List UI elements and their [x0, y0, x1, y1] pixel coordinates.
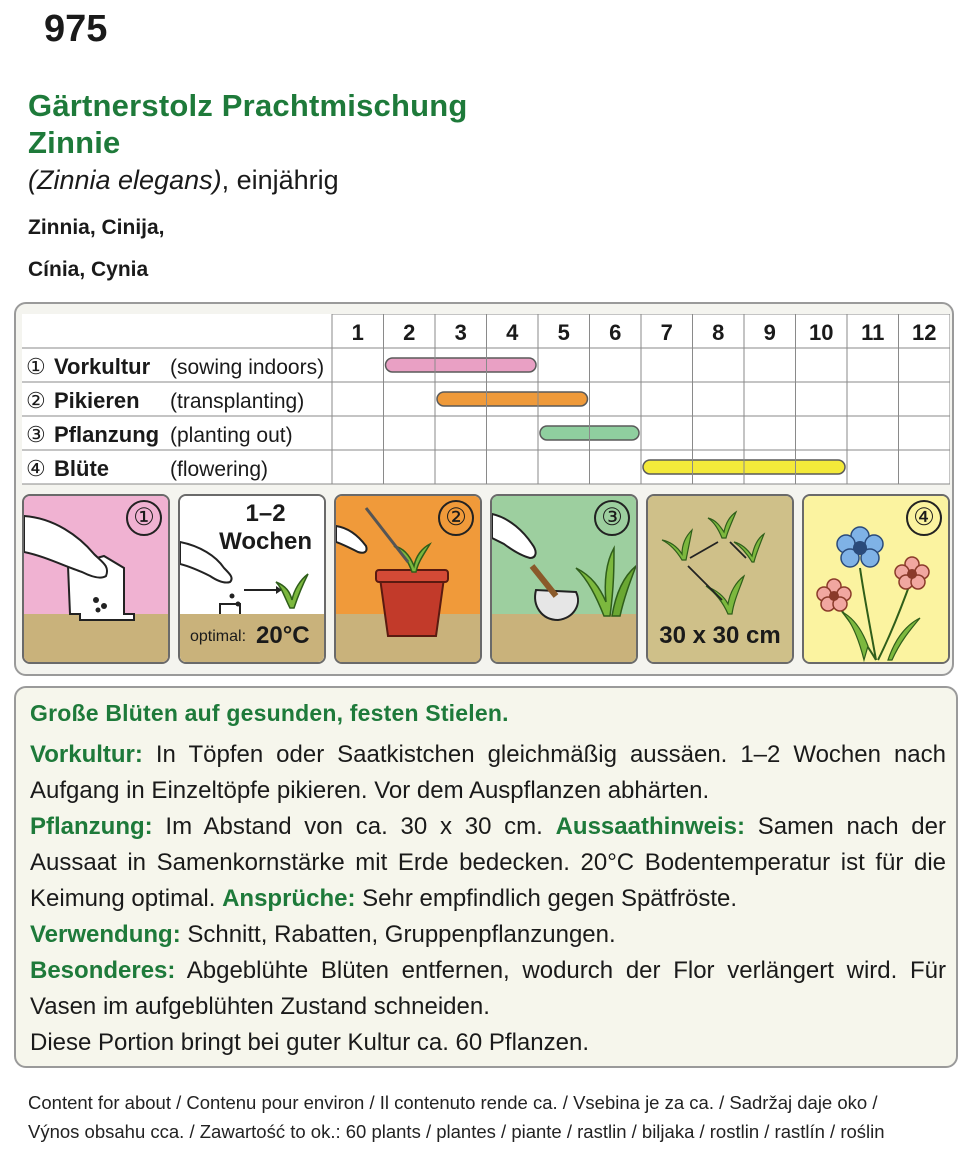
panel-3-number: ③ — [594, 500, 630, 536]
portion-text: Diese Portion bringt bei guter Kultur ca. 60 Pflanzen. — [30, 1029, 589, 1056]
month-label: 4 — [506, 320, 519, 345]
weeks-value: 1–2 — [245, 500, 286, 527]
month-label: 9 — [763, 320, 776, 345]
stage-translation: (sowing indoors) — [170, 356, 325, 379]
common-names-2: Cínia, Cynia — [28, 258, 149, 281]
month-label: 12 — [912, 320, 937, 345]
stage-label: Pflanzung — [54, 422, 160, 447]
verwendung-text: Schnitt, Rabatten, Gruppenpflanzungen. — [180, 921, 616, 948]
panel-4-number: ④ — [906, 500, 942, 536]
portion-yield — [30, 1025, 946, 1061]
plant-spacing: 30 x 30 cm — [659, 622, 781, 649]
month-label: 2 — [403, 320, 416, 345]
panel-2-number: ② — [438, 500, 474, 536]
stage-number: ① — [26, 354, 46, 379]
ansprueche-label: Ansprüche: — [222, 885, 356, 912]
stage-label: Pikieren — [54, 388, 140, 413]
besonderes-label: Besonderes: — [30, 957, 176, 984]
month-label: 11 — [861, 320, 885, 345]
stage-label: Blüte — [54, 456, 109, 481]
panel-transplanting — [334, 494, 482, 664]
aussaat-label: Aussaathinweis: — [555, 813, 745, 840]
panel-sowing-indoors — [22, 494, 170, 664]
optimal-temperature: 20°C — [256, 622, 310, 649]
stage-translation: (planting out) — [170, 424, 293, 447]
sowing-calendar — [22, 314, 950, 486]
month-label: 3 — [454, 320, 467, 345]
month-label: 5 — [557, 320, 570, 345]
panel-flowering — [802, 494, 950, 664]
calendar-grid — [22, 314, 950, 486]
vorkultur-text: In Töpfen oder Saatkistchen gleichmäßig aussäen. 1–2 Wochen nach Aufgang in Einzeltöpfe pikieren. Vor dem Auspflanzen abhärten. — [30, 741, 946, 804]
special-notes — [30, 953, 946, 1025]
pflanzung-text: Im Abstand von ca. 30 x 30 cm. — [152, 813, 556, 840]
planting-instructions — [30, 809, 946, 917]
panel-germination — [178, 494, 326, 664]
month-label: 6 — [609, 320, 622, 345]
ansprueche-text: Sehr empfindlich gegen Spätfröste. — [355, 885, 738, 912]
month-label: 7 — [660, 320, 673, 345]
footer-line-1: Content for about / Contenu pour environ / Il contenuto rende ca. / Vsebina je za ca. / Sadržaj daje oko / — [28, 1092, 878, 1113]
cultivation-instructions — [30, 737, 946, 809]
weeks-duration — [219, 500, 312, 556]
panel-1-number: ① — [126, 500, 162, 536]
product-title: Gärtnerstolz Prachtmischung — [28, 88, 468, 123]
stage-translation: (transplanting) — [170, 390, 305, 413]
footer-line-2: Výnos obsahu cca. / Zawartość to ok.: 60 plants / plantes / piante / rastlin / biljaka / rostlin / rastlín / roślin — [28, 1121, 885, 1142]
pflanzung-label: Pflanzung: — [30, 813, 153, 840]
stage-bar — [437, 392, 588, 406]
panel-spacing — [646, 494, 794, 664]
stage-number: ② — [26, 388, 46, 413]
latin-name — [28, 165, 339, 196]
usage — [30, 917, 946, 953]
panel-planting-out — [490, 494, 638, 664]
verwendung-label: Verwendung: — [30, 921, 181, 948]
product-code: 975 — [44, 8, 108, 50]
stage-label: Vorkultur — [54, 354, 151, 379]
optimal-label: optimal: — [190, 628, 247, 645]
stage-translation: (flowering) — [170, 458, 269, 481]
month-label: 10 — [809, 320, 834, 345]
content-footer — [28, 1088, 948, 1146]
product-subtitle: Zinnie — [28, 125, 121, 160]
aussaat-text: Samen nach der Aussaat in Samenkornstärke mit Erde bedecken. 20°C Bodentemperatur ist für die Keimung optimal. — [30, 813, 946, 912]
weeks-label: Wochen — [219, 528, 312, 555]
vorkultur-label: Vorkultur: — [30, 741, 143, 768]
besonderes-text: Abgeblühte Blüten entfernen, wodurch der Flor verlängert wird. Für Vasen im aufgeblühten Zustand schneiden. — [30, 957, 946, 1020]
stage-number: ③ — [26, 422, 46, 447]
stage-number: ④ — [26, 456, 46, 481]
month-label: 1 — [351, 320, 364, 345]
lifecycle: , einjährig — [221, 165, 339, 195]
description-box — [14, 686, 958, 1068]
stage-bar — [386, 358, 537, 372]
common-names-1: Zinnia, Cinija, — [28, 216, 165, 239]
headline: Große Blüten auf gesunden, festen Stielen. — [30, 700, 509, 726]
month-label: 8 — [712, 320, 725, 345]
latin-species: (Zinnia elegans) — [28, 165, 222, 195]
